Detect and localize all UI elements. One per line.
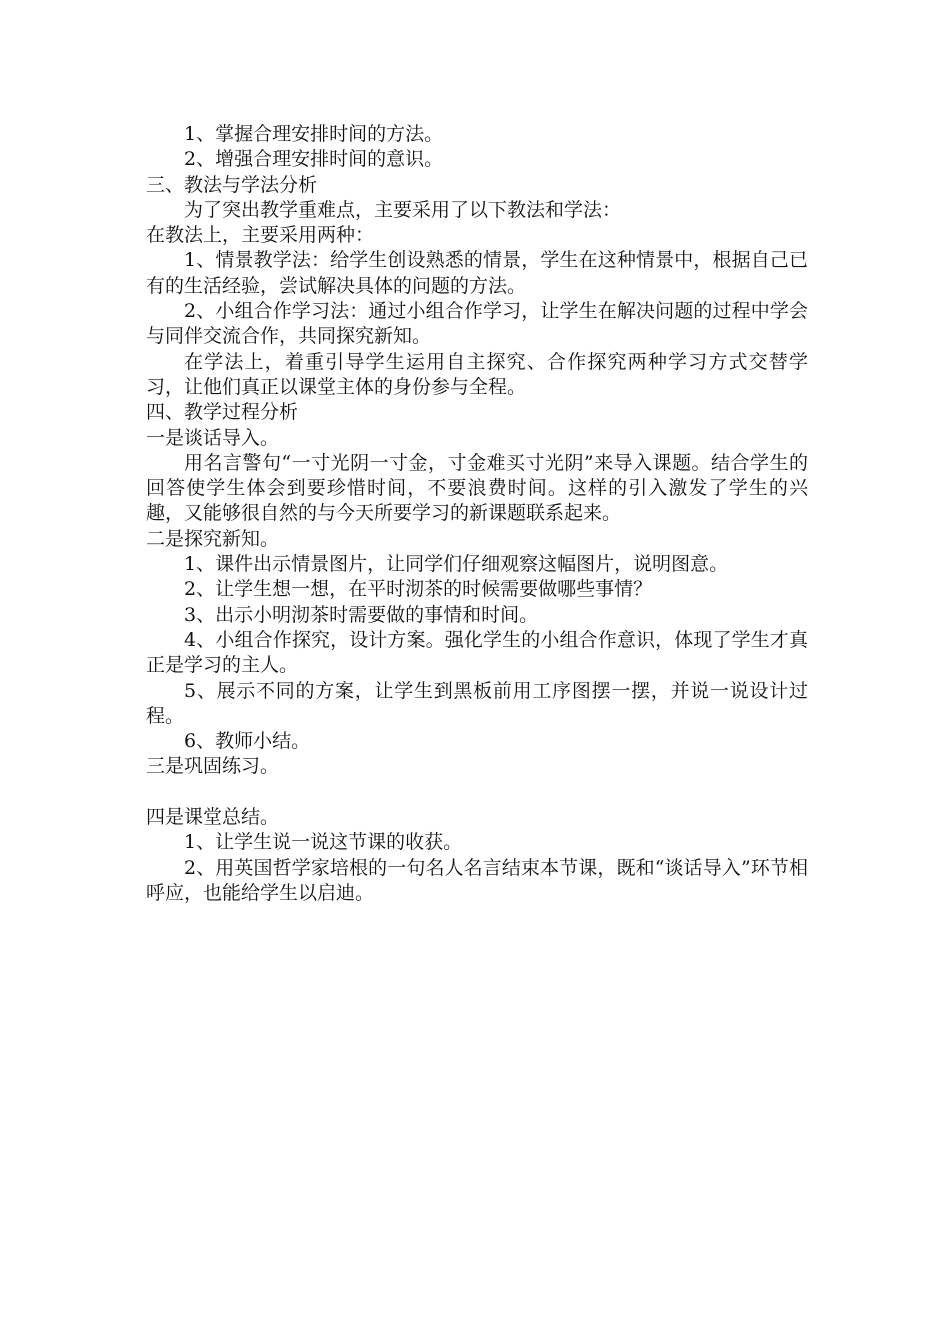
- teaching-methods-intro: 在教法上，主要采用两种：: [146, 224, 375, 247]
- learning-method: 在学法上，着重引导学生运用自主探究、合作探究两种学习方式交替学习，让他们真正以课堂主体的身份参与全程。: [146, 350, 808, 398]
- explore-item-3: 3、出示小明沏茶时需要做的事情和时间。: [184, 603, 539, 626]
- teaching-method-2: 2、小组合作学习法：通过小组合作学习，让学生在解决问题的过程中学会与同伴交流合作，共同探究新知。: [146, 300, 808, 348]
- step-heading-summary: 四是课堂总结。: [146, 806, 280, 829]
- explore-item-2: 2、让学生想一想，在平时沏茶的时候需要做哪些事情？: [184, 578, 653, 601]
- step-heading-practice: 三是巩固练习。: [146, 755, 280, 778]
- section-heading-process: 四、教学过程分析: [146, 401, 299, 424]
- explore-item-6: 6、教师小结。: [184, 730, 311, 753]
- objective-2: 2、增强合理安排时间的意识。: [184, 148, 444, 171]
- summary-item-1: 1、让学生说一说这节课的收获。: [184, 831, 463, 854]
- explore-item-1: 1、课件出示情景图片，让同学们仔细观察这幅图片，说明图意。: [184, 553, 729, 576]
- summary-item-2: 2、用英国哲学家培根的一句名人名言结束本节课，既和“谈话导入”环节相呼应，也能给学生以启迪。: [146, 856, 808, 904]
- blank-line: [146, 780, 808, 805]
- step-heading-introduction: 一是谈话导入。: [146, 426, 280, 449]
- section-heading-methods: 三、教法与学法分析: [146, 173, 318, 196]
- introduction-body: 用名言警句“一寸光阴一寸金，寸金难买寸光阴”来导入课题。结合学生的回答使学生体会到要珍惜时间，不要浪费时间。这样的引入激发了学生的兴趣，又能够很自然的与今天所要学习的新课题联系起来。: [146, 451, 808, 525]
- explore-item-5: 5、展示不同的方案，让学生到黑板前用工序图摆一摆，并说一说设计过程。: [146, 679, 808, 727]
- document-page: [146, 122, 808, 906]
- teaching-method-1: 1、情景教学法：给学生创设熟悉的情景，学生在这种情景中，根据自己已有的生活经验，尝试解决具体的问题的方法。: [146, 249, 808, 297]
- objective-1: 1、掌握合理安排时间的方法。: [184, 123, 444, 145]
- methods-intro: 为了突出教学重难点，主要采用了以下教法和学法：: [184, 198, 622, 221]
- explore-item-4: 4、小组合作探究，设计方案。强化学生的小组合作意识，体现了学生才真正是学习的主人。: [146, 628, 808, 677]
- step-heading-explore: 二是探究新知。: [146, 527, 280, 550]
